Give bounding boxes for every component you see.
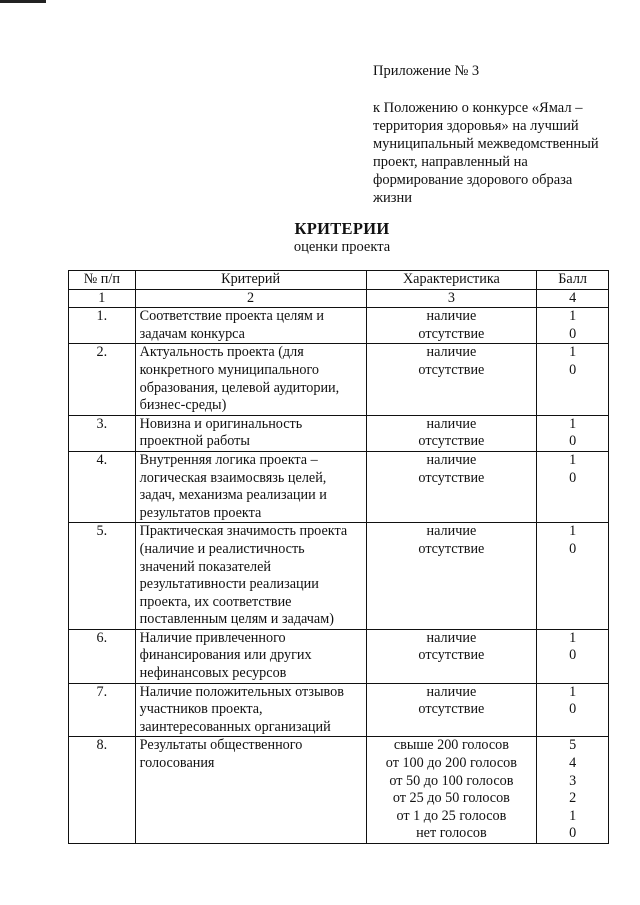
characteristic-cell [366,415,537,451]
row-number-cell: 2. [69,344,136,415]
criterion-text-line: Наличие привлеченного [139,629,286,646]
criterion-text-line: бизнес-среды) [139,397,227,414]
criterion-cell [135,308,366,344]
criterion-text-line: голосования [139,755,215,772]
criterion-text-line: (наличие и реалистичность [139,540,305,557]
characteristic-cell [366,344,537,415]
score-value: 1 [569,415,577,432]
column-header-characteristic: Характеристика [366,271,537,290]
characteristic-item: отсутствие [418,469,485,486]
column-header-criterion: Критерий [135,271,366,290]
characteristic-cell [366,308,537,344]
table-row [69,415,609,451]
characteristic-item: от 50 до 100 голосов [389,772,514,789]
table-row [69,737,609,844]
score-value: 1 [569,683,577,700]
characteristic-item: наличие [426,629,477,646]
table-row [69,523,609,630]
characteristic-item: свыше 200 голосов [393,737,509,754]
characteristic-item: наличие [426,308,477,325]
characteristic-cell [366,737,537,844]
score-value: 3 [569,772,577,789]
column-number: 2 [135,289,366,308]
characteristic-item: наличие [426,523,477,540]
criterion-text-line: финансирования или других [139,647,312,664]
criterion-text-line: Результаты общественного [139,737,303,754]
row-number-cell: 7. [69,683,136,737]
row-number-cell: 6. [69,629,136,683]
criterion-cell [135,523,366,630]
table-row [69,308,609,344]
criterion-cell [135,451,366,522]
criterion-text-line: конкретного муниципального [139,361,320,378]
characteristic-item: наличие [426,344,477,361]
score-cell [537,451,609,522]
criteria-table [68,270,609,844]
score-cell [537,344,609,415]
criterion-text-line: значений показателей [139,558,271,575]
score-value: 4 [569,755,577,772]
criterion-cell [135,737,366,844]
score-value: 1 [569,523,577,540]
table-row [69,344,609,415]
criterion-text-line: Актуальность проекта (для [139,344,304,361]
criterion-cell [135,344,366,415]
characteristic-item: от 25 до 50 голосов [392,790,510,807]
column-number: 3 [366,289,537,308]
score-value: 1 [569,308,577,325]
score-cell [537,683,609,737]
score-value: 0 [569,540,577,557]
characteristic-item: от 1 до 25 голосов [396,807,507,824]
column-number-row [69,289,609,308]
criterion-text-line: нефинансовых ресурсов [139,665,287,682]
row-number-cell: 3. [69,415,136,451]
table-row [69,629,609,683]
row-number-cell: 5. [69,523,136,630]
score-value: 1 [569,629,577,646]
criterion-cell [135,629,366,683]
appendix-reference-line: жизни [373,190,413,206]
characteristic-item: нет голосов [416,825,487,842]
criterion-cell [135,683,366,737]
column-header-score: Балл [537,271,609,290]
criterion-text-line: заинтересованных организаций [139,718,331,735]
appendix-reference-line: территория здоровья» на лучший [373,118,579,134]
appendix-reference-line: формирование здорового образа [373,172,573,188]
score-value: 0 [569,433,577,450]
characteristic-item: отсутствие [418,701,485,718]
criterion-cell [135,415,366,451]
criterion-text-line: задачам конкурса [139,325,245,342]
appendix-reference [373,99,613,207]
criterion-text-line: Внутренняя логика проекта – [139,451,318,468]
criterion-text-line: Новизна и оригинальность [139,415,303,432]
criterion-text-line: логическая взаимосвязь целей, [139,469,327,486]
row-number-cell: 1. [69,308,136,344]
characteristic-item: отсутствие [418,325,485,342]
characteristic-item: наличие [426,415,477,432]
column-header-number: № п/п [69,271,136,290]
characteristic-cell [366,683,537,737]
criterion-text-line: Наличие положительных отзывов [139,683,344,700]
characteristic-cell [366,451,537,522]
characteristic-item: отсутствие [418,361,485,378]
characteristic-item: наличие [426,451,477,468]
table-row [69,451,609,522]
criterion-text-line: образования, целевой аудитории, [139,379,340,396]
characteristic-item: наличие [426,683,477,700]
row-number-cell: 8. [69,737,136,844]
characteristic-item: отсутствие [418,433,485,450]
document-title: КРИТЕРИИ [294,219,390,238]
score-value: 5 [569,737,577,754]
document-subtitle: оценки проекта [293,239,391,255]
criterion-text-line: Практическая значимость проекта [139,523,348,540]
criterion-text-line: Соответствие проекта целям и [139,308,325,325]
appendix-reference-line: к Положению о конкурсе «Ямал – [373,100,583,116]
score-value: 1 [569,451,577,468]
score-value: 2 [569,790,577,807]
characteristic-cell [366,523,537,630]
criterion-text-line: проекта, их соответствие [139,593,292,610]
score-value: 0 [569,825,577,842]
score-value: 0 [569,701,577,718]
criterion-text-line: участников проекта, [139,701,263,718]
criterion-text-line: проектной работы [139,433,250,450]
row-number-cell: 4. [69,451,136,522]
appendix-number: Приложение № 3 [373,63,480,79]
score-cell [537,415,609,451]
column-number: 4 [537,289,609,308]
score-cell [537,308,609,344]
score-cell [537,629,609,683]
score-value: 0 [569,325,577,342]
characteristic-item: от 100 до 200 голосов [385,755,517,772]
scan-corner-mark [0,0,46,3]
criterion-text-line: задач, механизма реализации и [139,487,327,504]
characteristic-cell [366,629,537,683]
characteristic-item: отсутствие [418,540,485,557]
column-number: 1 [69,289,136,308]
criterion-text-line: результатов проекта [139,504,262,521]
score-cell [537,737,609,844]
characteristic-item: отсутствие [418,647,485,664]
criterion-text-line: поставленным целям и задачам) [139,611,334,628]
criterion-text-line: результативности реализации [139,576,319,593]
appendix-reference-line: проект, направленный на [373,154,528,170]
table-header-row [69,271,609,290]
score-value: 0 [569,361,577,378]
score-value: 1 [569,807,577,824]
score-value: 0 [569,469,577,486]
score-value: 1 [569,344,577,361]
score-value: 0 [569,647,577,664]
score-cell [537,523,609,630]
appendix-reference-line: муниципальный межведомственный [373,136,599,152]
table-row [69,683,609,737]
